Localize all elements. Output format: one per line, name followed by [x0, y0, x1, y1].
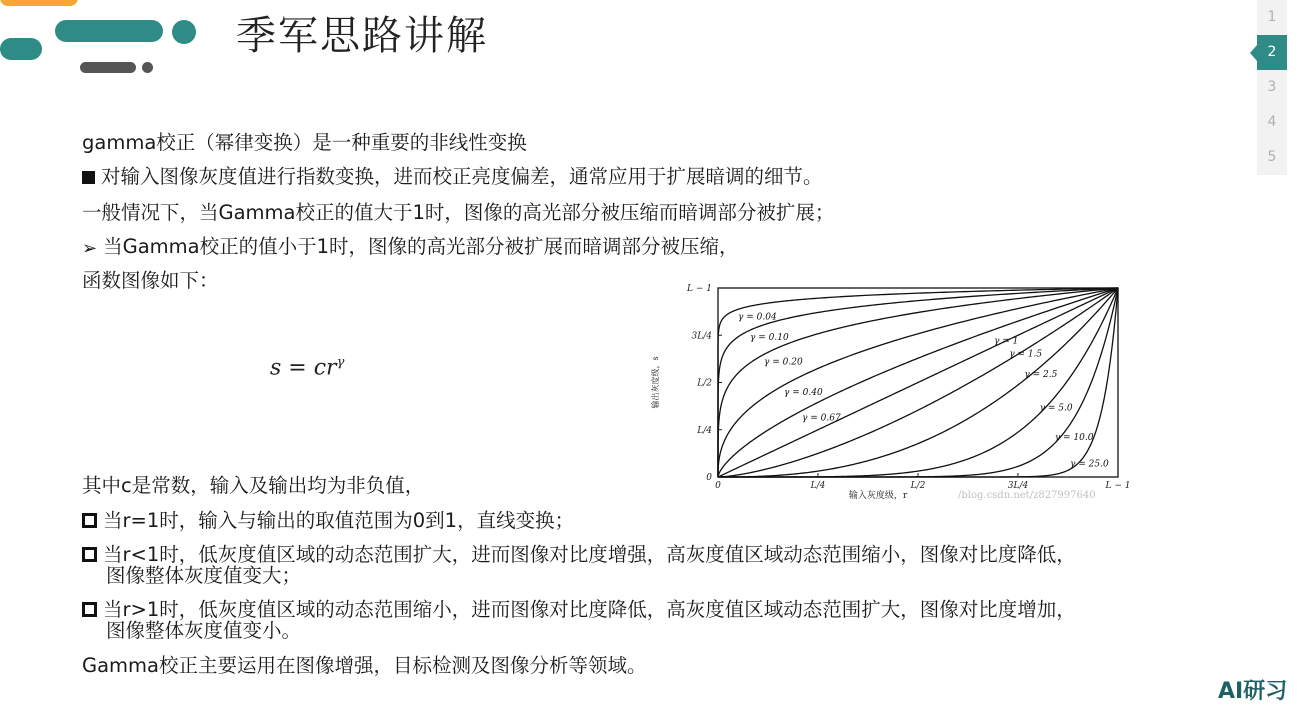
x-tick-label: L/4: [810, 481, 826, 491]
gamma-curve-label: γ = 5.0: [1039, 403, 1073, 414]
decor-orange-bar: [0, 0, 78, 6]
bullet-c-text: 当r>1时，低灰度值区域的动态范围缩小，进而图像对比度降低，高灰度值区域动态范围扩大，图像对比度增加，: [103, 598, 1076, 621]
point-1: [82, 161, 823, 189]
bullet-a-text: 当r=1时，输入与输出的取值范围为0到1，直线变换；: [103, 509, 575, 532]
decor-gray-dot: [142, 62, 153, 73]
line-2: 一般情况下，当Gamma校正的值大于1时，图像的高光部分被压缩而暗调部分被扩展；: [82, 201, 835, 224]
watermark: /blog.csdn.net/z827997640: [958, 490, 1096, 500]
gamma-curve-label: γ = 0.40: [784, 388, 823, 399]
formula-base: s = cr: [270, 355, 337, 381]
square-bullet-icon: [82, 171, 95, 184]
gamma-curve-label: γ = 1: [994, 336, 1019, 347]
gamma-curve-label: γ = 0.20: [764, 357, 803, 368]
y-axis-label: 输出灰度级，s: [651, 356, 660, 409]
bullet-b-text: 当r<1时，低灰度值区域的动态范围扩大，进而图像对比度增强，高灰度值区域动态范围缩小，图像对比度降低，: [103, 543, 1076, 566]
x-axis-label: 输入灰度级，r: [848, 491, 908, 500]
x-tick-label: 3L/4: [1007, 481, 1029, 491]
arrow-bullet-icon: ➢: [82, 238, 98, 259]
page-tab-4[interactable]: 4: [1257, 105, 1287, 140]
gamma-curve-label: γ = 0.04: [738, 312, 777, 323]
line-4: 函数图像如下：: [82, 269, 219, 292]
hollow-square-icon: [82, 513, 97, 528]
point-3-text: 当Gamma校正的值小于1时，图像的高光部分被扩展而暗调部分被压缩，: [103, 235, 739, 258]
hollow-square-icon: [82, 602, 97, 617]
page-title: 季军思路讲解: [236, 13, 488, 59]
bullet-c-cont: 图像整体灰度值变小。: [106, 619, 302, 642]
y-tick-label: 3L/4: [691, 331, 712, 342]
bullet-b-cont: 图像整体灰度值变大；: [106, 564, 302, 587]
page-tab-5[interactable]: 5: [1257, 140, 1287, 175]
closing-line: Gamma校正主要运用在图像增强，目标检测及图像分析等领域。: [82, 654, 647, 677]
point-3: [82, 231, 739, 259]
gamma-curve-label: γ = 2.5: [1024, 369, 1058, 380]
page-tab-1[interactable]: 1: [1257, 0, 1287, 35]
heading-line: gamma校正（幂律变换）是一种重要的非线性变换: [82, 131, 527, 154]
logo-text: AI研习: [1218, 679, 1288, 704]
gamma-formula: [270, 355, 344, 380]
gamma-curve-label: γ = 0.10: [750, 333, 789, 344]
page-tab-2[interactable]: 2: [1257, 35, 1287, 70]
gamma-curve-label: γ = 0.67: [802, 413, 841, 424]
y-tick-label: L/2: [697, 378, 712, 389]
gamma-curve-label: γ = 1.5: [1009, 349, 1043, 360]
gamma-curve-label: γ = 25.0: [1070, 459, 1109, 470]
y-tick-label: 0: [706, 473, 712, 483]
gamma-curve-chart: [650, 278, 1230, 500]
hollow-square-icon: [82, 547, 97, 562]
x-tick-label: 0: [715, 481, 721, 491]
x-tick-label: L/2: [910, 481, 926, 491]
line-5: 其中c是常数，输入及输出均为非负值，: [82, 474, 425, 497]
formula-exponent: γ: [336, 355, 345, 370]
y-tick-label: L − 1: [687, 284, 712, 294]
bullet-a: [82, 505, 574, 533]
decor-teal-bar: [55, 20, 163, 42]
x-tick-label: L − 1: [1105, 481, 1131, 491]
page-tab-3[interactable]: 3: [1257, 70, 1287, 105]
page-navigator: [1257, 0, 1287, 175]
decor-teal-bar-left: [0, 38, 42, 60]
gamma-curve: [718, 288, 1118, 477]
decor-teal-dot: [172, 20, 196, 44]
gamma-curve-label: γ = 10.0: [1054, 433, 1094, 444]
y-tick-label: L/4: [697, 425, 712, 436]
decor-gray-bar: [80, 62, 136, 73]
point-1-text: 对输入图像灰度值进行指数变换，进而校正亮度偏差，通常应用于扩展暗调的细节。: [101, 165, 823, 188]
